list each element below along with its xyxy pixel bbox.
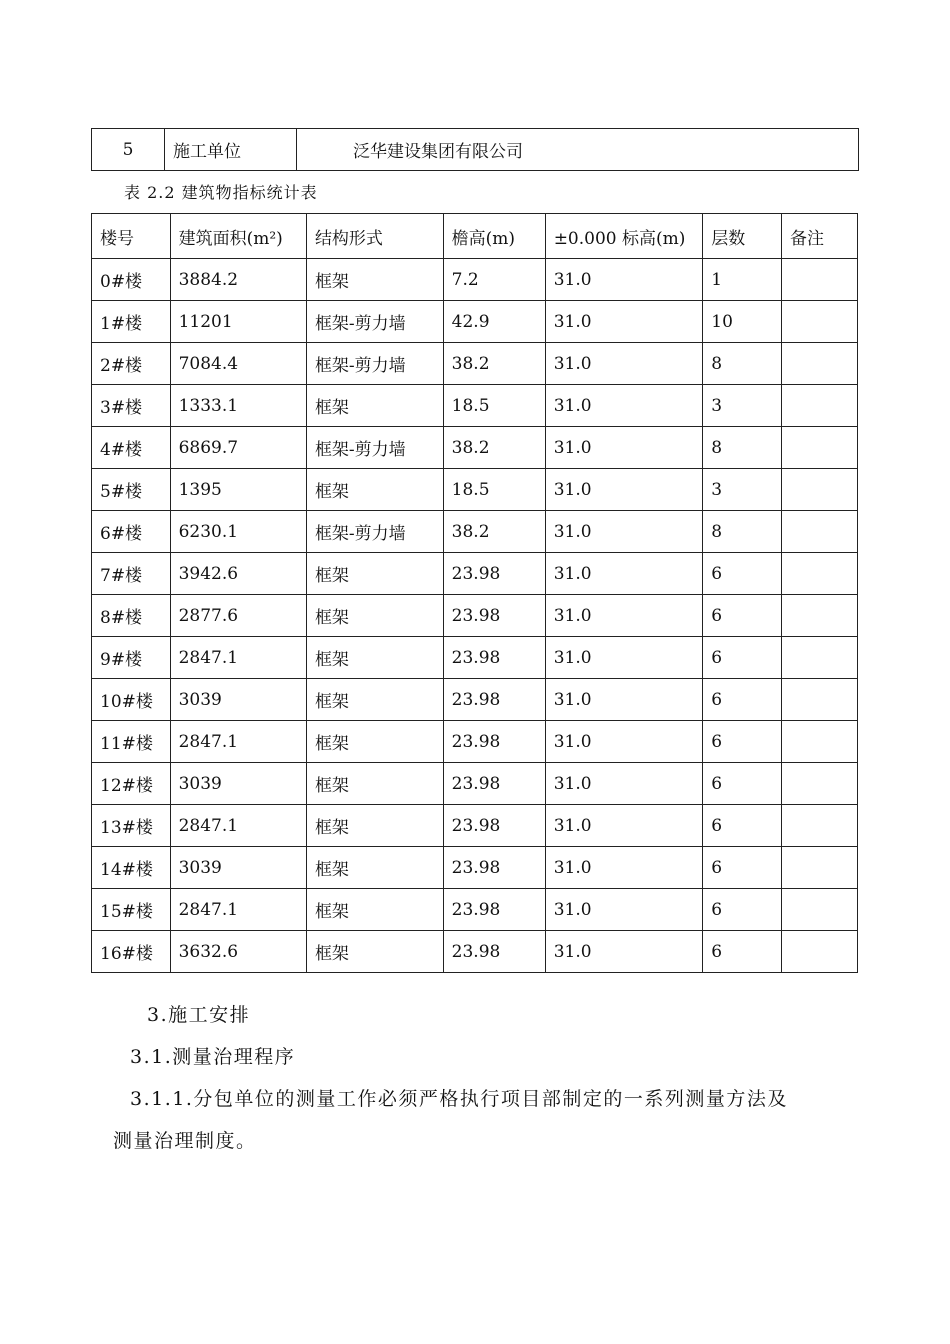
- table-cell: 6230.1: [170, 511, 306, 553]
- table-cell: 31.0: [545, 763, 703, 805]
- table-cell: 1395: [170, 469, 306, 511]
- table-cell: 框架: [306, 763, 443, 805]
- table-cell: 38.2: [443, 427, 545, 469]
- row-number: 5: [92, 129, 165, 171]
- table-row: [92, 259, 858, 301]
- table-cell: 2847.1: [170, 805, 306, 847]
- table-cell: 框架: [306, 385, 443, 427]
- building-index-table: [91, 213, 858, 973]
- table-cell: 框架-剪力墙: [306, 511, 443, 553]
- table-cell: [782, 343, 858, 385]
- table-cell: 4#楼: [92, 427, 171, 469]
- table-body: [92, 259, 858, 973]
- table-row: [92, 385, 858, 427]
- table-cell: 2877.6: [170, 595, 306, 637]
- table-cell: 6: [703, 679, 782, 721]
- table-cell: 8: [703, 511, 782, 553]
- table-row: [92, 469, 858, 511]
- table-cell: 3: [703, 469, 782, 511]
- table-cell: 2847.1: [170, 637, 306, 679]
- table-cell: [782, 385, 858, 427]
- table-row: [92, 427, 858, 469]
- table-cell: 15#楼: [92, 889, 171, 931]
- column-header: 结构形式: [306, 214, 443, 259]
- table-row: [92, 931, 858, 973]
- table-cell: [782, 511, 858, 553]
- table-cell: 23.98: [443, 553, 545, 595]
- table-cell: 31.0: [545, 847, 703, 889]
- table-cell: 0#楼: [92, 259, 171, 301]
- table-cell: 12#楼: [92, 763, 171, 805]
- table-cell: 3632.6: [170, 931, 306, 973]
- table-cell: 框架: [306, 679, 443, 721]
- table-cell: 6: [703, 553, 782, 595]
- table-cell: 7084.4: [170, 343, 306, 385]
- table-cell: [782, 889, 858, 931]
- table-cell: 5#楼: [92, 469, 171, 511]
- table-cell: 42.9: [443, 301, 545, 343]
- table-cell: 18.5: [443, 469, 545, 511]
- table-cell: 框架: [306, 469, 443, 511]
- table-cell: 31.0: [545, 343, 703, 385]
- table-cell: 31.0: [545, 595, 703, 637]
- table-caption: 表 2.2 建筑物指标统计表: [124, 183, 318, 202]
- table-cell: 16#楼: [92, 931, 171, 973]
- table-cell: 框架: [306, 889, 443, 931]
- paragraph-line-1: 3.1.1.分包单位的测量工作必须严格执行项目部制定的一系列测量方法及: [130, 1088, 788, 1110]
- table-cell: 框架-剪力墙: [306, 343, 443, 385]
- table-cell: 31.0: [545, 385, 703, 427]
- table-cell: 31.0: [545, 721, 703, 763]
- table-cell: 31.0: [545, 553, 703, 595]
- table-cell: 6: [703, 847, 782, 889]
- construction-unit-table: [91, 128, 859, 171]
- table-cell: 38.2: [443, 511, 545, 553]
- table-cell: [782, 721, 858, 763]
- table-cell: 3039: [170, 679, 306, 721]
- table-cell: 框架: [306, 721, 443, 763]
- table-row: [92, 889, 858, 931]
- table-row: [92, 763, 858, 805]
- column-header: 层数: [703, 214, 782, 259]
- table-cell: 9#楼: [92, 637, 171, 679]
- table-cell: 23.98: [443, 847, 545, 889]
- table-cell: 框架: [306, 553, 443, 595]
- column-header: 檐高(m): [443, 214, 545, 259]
- table-cell: 10: [703, 301, 782, 343]
- table-cell: 6#楼: [92, 511, 171, 553]
- table-cell: 8: [703, 343, 782, 385]
- table-cell: 23.98: [443, 931, 545, 973]
- table-cell: [782, 553, 858, 595]
- table-header-row: [92, 214, 858, 259]
- table-cell: [782, 595, 858, 637]
- table-cell: 31.0: [545, 679, 703, 721]
- table-cell: 23.98: [443, 889, 545, 931]
- table-cell: 框架-剪力墙: [306, 427, 443, 469]
- table-cell: 31.0: [545, 805, 703, 847]
- table-cell: 3#楼: [92, 385, 171, 427]
- table-cell: 13#楼: [92, 805, 171, 847]
- table-cell: 31.0: [545, 301, 703, 343]
- table-cell: [782, 259, 858, 301]
- table-cell: 31.0: [545, 259, 703, 301]
- table-row: [92, 721, 858, 763]
- table-cell: [782, 469, 858, 511]
- table-cell: 3884.2: [170, 259, 306, 301]
- table-cell: 6: [703, 805, 782, 847]
- table-cell: 8#楼: [92, 595, 171, 637]
- table-cell: 23.98: [443, 679, 545, 721]
- table-cell: 6: [703, 637, 782, 679]
- table-cell: 框架: [306, 595, 443, 637]
- table-cell: 23.98: [443, 721, 545, 763]
- table-cell: 2847.1: [170, 889, 306, 931]
- table-cell: 31.0: [545, 637, 703, 679]
- table-cell: [782, 931, 858, 973]
- table-cell: 31.0: [545, 427, 703, 469]
- table-cell: 1: [703, 259, 782, 301]
- table-cell: 11#楼: [92, 721, 171, 763]
- table-cell: 23.98: [443, 637, 545, 679]
- table-cell: [782, 763, 858, 805]
- table-cell: [782, 301, 858, 343]
- table-cell: 3: [703, 385, 782, 427]
- table-cell: 3942.6: [170, 553, 306, 595]
- table-cell: 2847.1: [170, 721, 306, 763]
- table-cell: 31.0: [545, 931, 703, 973]
- column-header: ±0.000 标高(m): [545, 214, 703, 259]
- table-row: [92, 679, 858, 721]
- row-value: 泛华建设集团有限公司: [297, 129, 859, 171]
- table-cell: [782, 679, 858, 721]
- table-cell: 23.98: [443, 595, 545, 637]
- table-cell: 31.0: [545, 889, 703, 931]
- section-title: 3.施工安排: [147, 1004, 251, 1026]
- table-cell: 7#楼: [92, 553, 171, 595]
- table-cell: 1#楼: [92, 301, 171, 343]
- table-cell: 18.5: [443, 385, 545, 427]
- table-cell: 1333.1: [170, 385, 306, 427]
- table-cell: 框架: [306, 847, 443, 889]
- table-cell: [782, 847, 858, 889]
- table-cell: 6: [703, 763, 782, 805]
- column-header: 建筑面积(m²): [170, 214, 306, 259]
- table-cell: 3039: [170, 763, 306, 805]
- table-row: [92, 553, 858, 595]
- table-cell: 11201: [170, 301, 306, 343]
- table-row: [92, 637, 858, 679]
- table-cell: 23.98: [443, 805, 545, 847]
- table-row: [92, 595, 858, 637]
- table-cell: 2#楼: [92, 343, 171, 385]
- table-row: [92, 805, 858, 847]
- table-cell: [782, 637, 858, 679]
- table-cell: 框架: [306, 637, 443, 679]
- table-row: [92, 301, 858, 343]
- table-row: [92, 343, 858, 385]
- table-cell: 6: [703, 595, 782, 637]
- table-cell: 8: [703, 427, 782, 469]
- table-cell: 23.98: [443, 763, 545, 805]
- column-header: 楼号: [92, 214, 171, 259]
- column-header: 备注: [782, 214, 858, 259]
- table-row: [92, 847, 858, 889]
- table-cell: 框架-剪力墙: [306, 301, 443, 343]
- table-cell: 6: [703, 931, 782, 973]
- table-cell: 6: [703, 889, 782, 931]
- table-cell: 31.0: [545, 511, 703, 553]
- row-label: 施工单位: [165, 129, 297, 171]
- table-cell: 框架: [306, 931, 443, 973]
- paragraph-line-2: 测量治理制度。: [113, 1130, 257, 1152]
- table-cell: 框架: [306, 805, 443, 847]
- table-row: [92, 129, 859, 171]
- table-cell: 31.0: [545, 469, 703, 511]
- table-cell: 6: [703, 721, 782, 763]
- table-cell: 6869.7: [170, 427, 306, 469]
- table-cell: 38.2: [443, 343, 545, 385]
- table-cell: 10#楼: [92, 679, 171, 721]
- table-cell: [782, 805, 858, 847]
- table-cell: 14#楼: [92, 847, 171, 889]
- table-cell: 框架: [306, 259, 443, 301]
- table-cell: 3039: [170, 847, 306, 889]
- table-row: [92, 511, 858, 553]
- table-cell: 7.2: [443, 259, 545, 301]
- table-cell: [782, 427, 858, 469]
- subsection-title: 3.1.测量治理程序: [130, 1046, 296, 1068]
